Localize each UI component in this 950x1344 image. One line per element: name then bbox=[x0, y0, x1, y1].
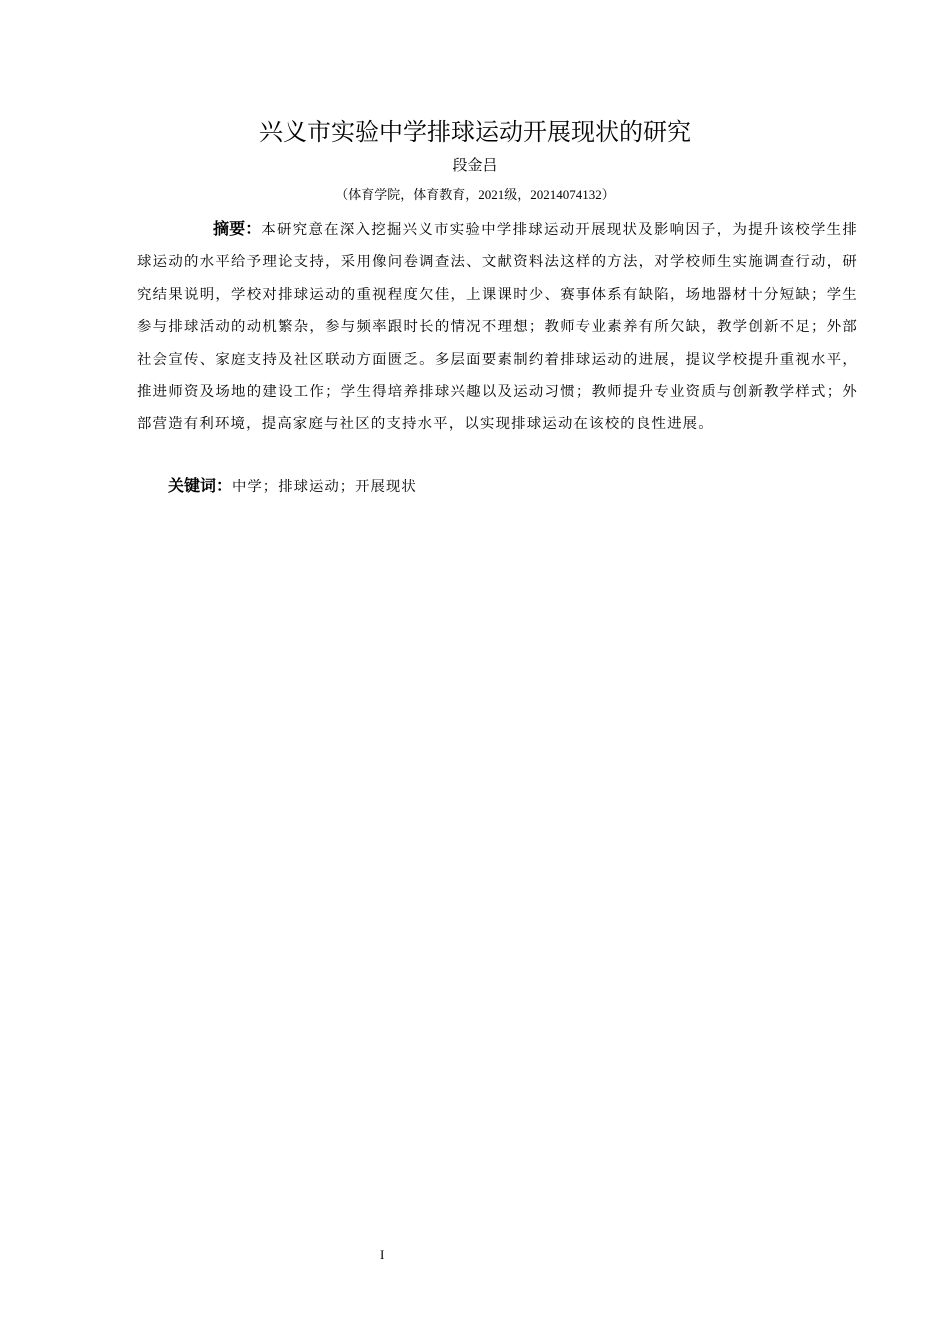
abstract-paragraph bbox=[137, 213, 858, 441]
keywords-text: 中学；排球运动；开展现状 bbox=[232, 479, 417, 495]
abstract-label: 摘要： bbox=[213, 219, 262, 238]
abstract-text: 本研究意在深入挖掘兴义市实验中学排球运动开展现状及影响因子，为提升该校学生排球运动的水平给予理论支持，采用像问卷调查法、文献资料法这样的方法，对学校师生实施调查行动，研究结果说明，学校对排球运动的重视程度欠佳，上课课时少、赛事体系有缺陷，场地器材十分短缺；学生参与排球活动的动机繁杂，参与频率跟时长的情况不理想；教师专业素养有所欠缺，教学创新不足；外部社会宣传、家庭支持及社区联动方面匮乏。多层面要素制约着排球运动的进展，提议学校提升重视水平，推进师资及场地的建设工作；学生得培养排球兴趣以及运动习惯；教师提升专业资质与创新教学样式；外部营造有利环境，提高家庭与社区的支持水平，以实现排球运动在该校的良性进展。 bbox=[137, 222, 858, 433]
keywords-line bbox=[168, 470, 417, 503]
page-number: I bbox=[380, 1247, 385, 1262]
paper-title: 兴义市实验中学排球运动开展现状的研究 bbox=[259, 118, 691, 146]
author-name: 段金吕 bbox=[452, 156, 498, 174]
author-affiliation: （体育学院，体育教育，2021级，20214074132） bbox=[335, 187, 615, 202]
keywords-label: 关键词： bbox=[168, 476, 233, 495]
